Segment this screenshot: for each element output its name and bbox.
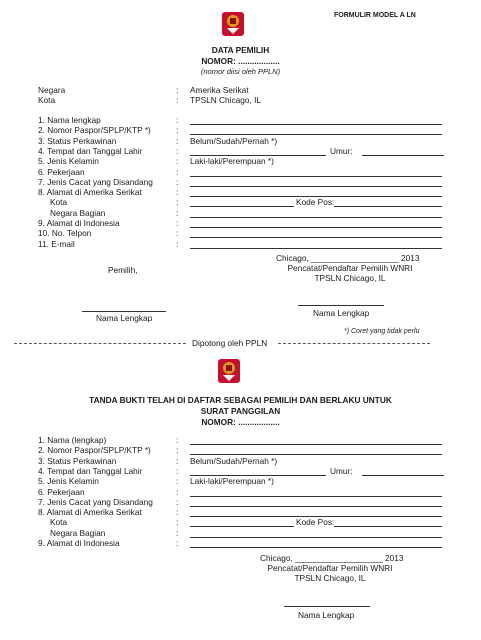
form-row	[38, 466, 418, 476]
officer-place-bottom: TPSLN Chicago, IL	[294, 573, 366, 583]
extra-label: Kode Pos:	[296, 197, 335, 208]
colon: :	[176, 476, 179, 487]
form-row	[38, 476, 418, 486]
form-row	[38, 197, 418, 207]
field-label: 11. E-mail	[38, 238, 75, 249]
field-label: 9. Alamat di Indonesia	[38, 538, 120, 548]
field-label: Negara Bagian	[50, 527, 106, 538]
colon: :	[176, 156, 179, 167]
field-label: 7. Jenis Cacat yang Disandang	[38, 176, 153, 187]
field-label: Kota	[50, 517, 68, 528]
field-label: 5. Jenis Kelamin	[38, 476, 99, 487]
negara-value: Amerika Serikat	[190, 85, 249, 95]
field-label: Kota	[50, 197, 68, 208]
colon: :	[176, 486, 179, 497]
extra-label: Kode Pos:	[296, 517, 335, 528]
field-label: 4. Tempat dan Tanggal Lahir	[38, 145, 143, 156]
field-label: 1. Nama lengkap	[38, 115, 101, 125]
form-row	[38, 208, 418, 218]
colon: :	[176, 187, 179, 198]
cut-text: Dipotong oleh PPLN	[192, 338, 268, 348]
form-row	[38, 177, 418, 187]
colon: :	[176, 95, 179, 105]
colon: :	[176, 465, 179, 476]
form-row	[38, 218, 418, 228]
colon: :	[176, 238, 179, 249]
name-label-bottom: Nama Lengkap	[298, 610, 355, 620]
voter-label: Pemilih,	[108, 265, 138, 275]
field-line[interactable]	[190, 248, 442, 249]
receipt-title-2: SURAT PANGGILAN	[200, 406, 281, 416]
officer-title: Pencatat/Pendaftar Pemilih WNRI	[287, 263, 413, 273]
field-value[interactable]: Laki-laki/Perempuan *)	[190, 156, 274, 167]
form-row	[38, 146, 418, 156]
form-row	[38, 187, 418, 197]
colon: :	[176, 538, 179, 548]
field-label: 2. Nomor Paspor/SPLP/KTP *)	[38, 445, 151, 456]
colon: :	[176, 218, 179, 228]
field-label: 1. Nama (lengkap)	[38, 435, 107, 445]
field-label: 5. Jenis Kelamin	[38, 156, 99, 167]
colon: :	[176, 115, 179, 125]
colon: :	[176, 135, 179, 146]
field-label: 8. Alamat di Amerika Serikat	[38, 507, 142, 518]
field-label: 3. Status Perkawinan	[38, 455, 117, 466]
colon: :	[176, 507, 179, 518]
cut-line-right	[278, 343, 430, 344]
field-label: 9. Alamat di Indonesia	[38, 218, 120, 228]
form-code: FORMULIR MODEL A LN	[334, 12, 416, 19]
colon: :	[176, 207, 179, 218]
form-row	[38, 497, 418, 507]
field-label: 7. Jenis Cacat yang Disandang	[38, 496, 153, 507]
colon: :	[176, 517, 179, 528]
field-label: 3. Status Perkawinan	[38, 135, 117, 146]
kota-label: Kota	[38, 95, 56, 105]
extra-label: Umur:	[330, 465, 353, 476]
colon: :	[176, 228, 179, 239]
name-label-voter: Nama Lengkap	[96, 313, 153, 323]
date-line: Chicago, ___________________ 2013	[276, 253, 420, 263]
colon: :	[176, 166, 179, 177]
kota-value: TPSLN Chicago, IL	[190, 95, 262, 105]
form-row	[38, 487, 418, 497]
kpu-logo-icon	[220, 10, 246, 38]
negara-label: Negara	[38, 85, 66, 95]
colon: :	[176, 435, 179, 445]
field-label: 6. Pekerjaan	[38, 486, 85, 497]
form-row	[38, 156, 418, 166]
colon: :	[176, 197, 179, 208]
field-label: 2. Nomor Paspor/SPLP/KTP *)	[38, 125, 151, 136]
form-row	[38, 228, 418, 238]
field-value[interactable]: Laki-laki/Perempuan *)	[190, 476, 274, 487]
field-label: 4. Tempat dan Tanggal Lahir	[38, 465, 143, 476]
field-label: 6. Pekerjaan	[38, 166, 85, 177]
field-label: 8. Alamat di Amerika Serikat	[38, 187, 142, 198]
form-title: DATA PEMILIH	[211, 45, 270, 55]
form-row	[38, 239, 418, 249]
officer-place: TPSLN Chicago, IL	[314, 273, 386, 283]
signature-line-bottom[interactable]	[284, 606, 370, 607]
signature-line-officer[interactable]	[298, 305, 384, 306]
form-row	[38, 517, 418, 527]
colon: :	[176, 527, 179, 538]
field-value[interactable]: Belum/Sudah/Pernah *)	[190, 455, 278, 466]
colon: :	[176, 145, 179, 156]
form-row	[38, 507, 418, 517]
colon: :	[176, 455, 179, 466]
colon: :	[176, 85, 179, 95]
kpu-logo-icon	[216, 357, 242, 385]
form-row	[38, 167, 418, 177]
form-row	[38, 115, 418, 125]
field-value[interactable]: Belum/Sudah/Pernah *)	[190, 135, 278, 146]
extra-label: Umur:	[330, 145, 353, 156]
colon: :	[176, 176, 179, 187]
field-line[interactable]	[190, 547, 442, 548]
colon: :	[176, 445, 179, 456]
form-row	[38, 456, 418, 466]
footnote: *) Coret yang tidak perlu	[344, 328, 420, 335]
colon: :	[176, 125, 179, 136]
form-row	[38, 528, 418, 538]
field-label: Negara Bagian	[50, 207, 106, 218]
field-label: 10. No. Telpon	[38, 228, 92, 239]
signature-line-voter[interactable]	[82, 311, 166, 312]
nomor-note: (nomor diisi oleh PPLN)	[200, 67, 281, 76]
officer-title-bottom: Pencatat/Pendaftar Pemilih WNRI	[267, 563, 393, 573]
colon: :	[176, 496, 179, 507]
name-label-officer: Nama Lengkap	[313, 308, 370, 318]
form-row	[38, 125, 418, 135]
receipt-title: TANDA BUKTI TELAH DI DAFTAR SEBAGAI PEMILIH DAN BERLAKU UNTUK	[89, 395, 392, 405]
form-row	[38, 538, 418, 548]
date-line-bottom: Chicago, ___________________ 2013	[260, 553, 404, 563]
nomor-line: NOMOR: ..................	[201, 56, 280, 66]
form-row	[38, 435, 418, 445]
form-row	[38, 136, 418, 146]
form-row	[38, 445, 418, 455]
cut-line-left	[14, 343, 186, 344]
receipt-nomor: NOMOR: ..................	[201, 417, 280, 427]
